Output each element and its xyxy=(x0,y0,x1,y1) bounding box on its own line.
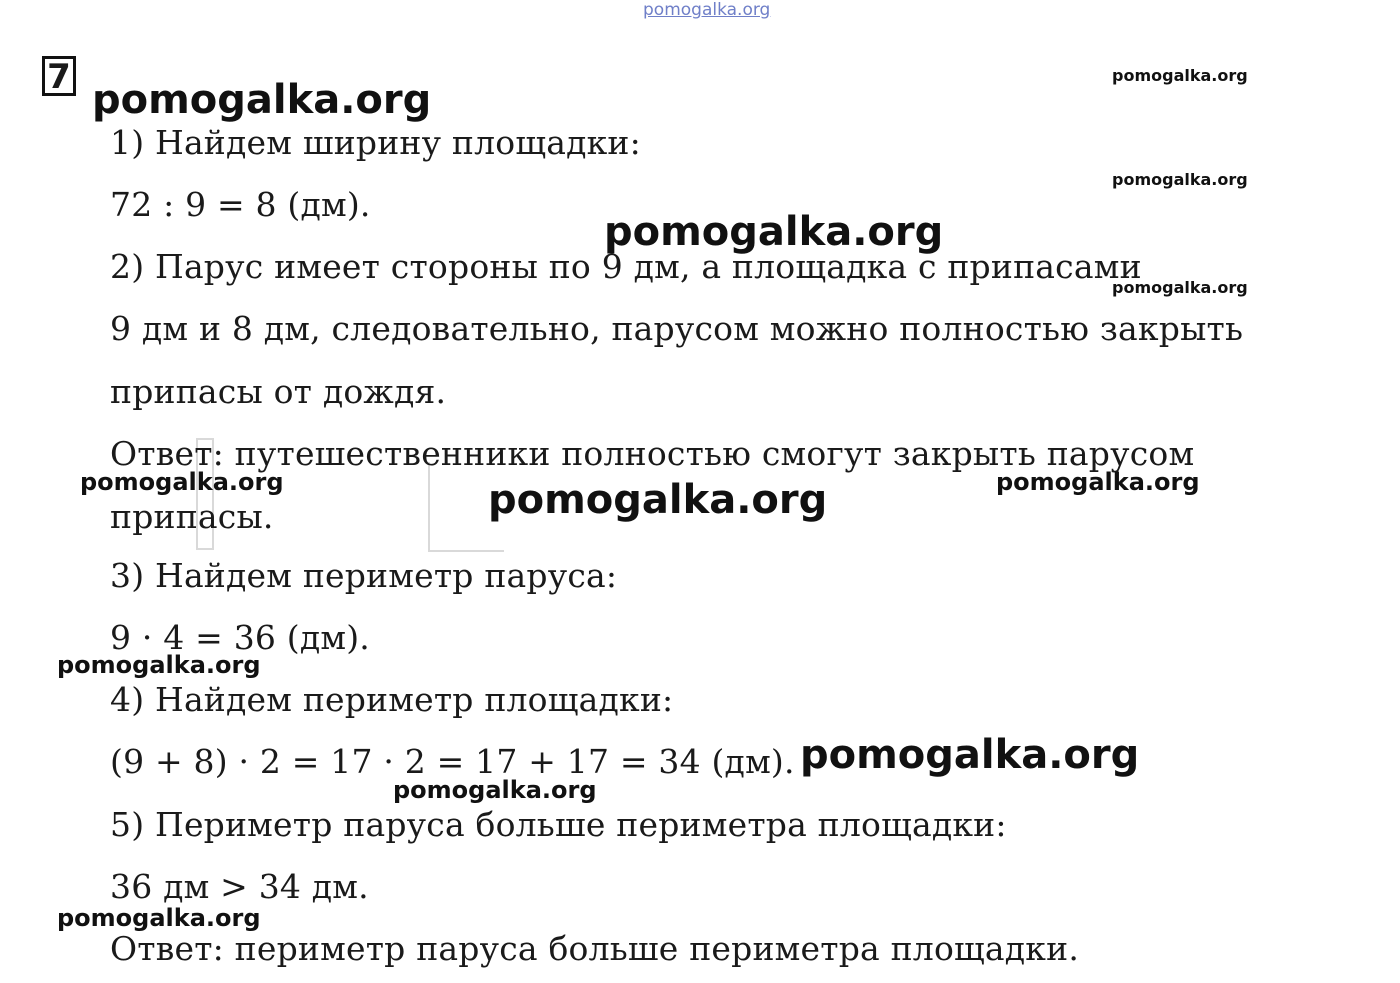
solution-line: (9 + 8) · 2 = 17 · 2 = 17 + 17 = 34 (дм). xyxy=(110,742,795,781)
watermark-right-2: pomogalka.org xyxy=(1112,170,1248,189)
watermark-left-1: pomogalka.org xyxy=(80,468,284,496)
watermark-top[interactable]: pomogalka.org xyxy=(643,0,771,20)
watermark-center-3: pomogalka.org xyxy=(393,776,597,804)
watermark-left-3: pomogalka.org xyxy=(57,904,261,932)
solution-line: Ответ: периметр паруса больше периметра площадки. xyxy=(110,929,1080,968)
watermark-center-2: pomogalka.org xyxy=(488,477,828,523)
watermark-center-1: pomogalka.org xyxy=(604,209,944,255)
watermark-right-4: pomogalka.org xyxy=(996,468,1200,496)
solution-line: припасы. xyxy=(110,497,274,536)
watermark-right-3: pomogalka.org xyxy=(1112,278,1248,297)
solution-line: 4) Найдем периметр площадки: xyxy=(110,680,674,719)
solution-line: 9 · 4 = 36 (дм). xyxy=(110,618,370,657)
solution-line: 36 дм > 34 дм. xyxy=(110,867,369,906)
task-number: 7 xyxy=(42,56,76,96)
watermark-header: pomogalka.org xyxy=(92,77,432,123)
watermark-right-1: pomogalka.org xyxy=(1112,66,1248,85)
solution-line: 72 : 9 = 8 (дм). xyxy=(110,185,371,224)
solution-line: 1) Найдем ширину площадки: xyxy=(110,123,641,162)
solution-line: 3) Найдем периметр паруса: xyxy=(110,556,618,595)
solution-line: 5) Периметр паруса больше периметра площадки: xyxy=(110,805,1007,844)
solution-line: 2) Парус имеет стороны по 9 дм, а площадка с припасами xyxy=(110,247,1142,286)
watermark-inline: pomogalka.org xyxy=(800,732,1140,778)
solution-line: 9 дм и 8 дм, следовательно, парусом можно полностью закрыть xyxy=(110,309,1244,348)
solution-line: Ответ: путешественники полностью смогут закрыть парусом xyxy=(110,434,1195,473)
solution-line: припасы от дождя. xyxy=(110,372,447,411)
watermark-left-2: pomogalka.org xyxy=(57,651,261,679)
